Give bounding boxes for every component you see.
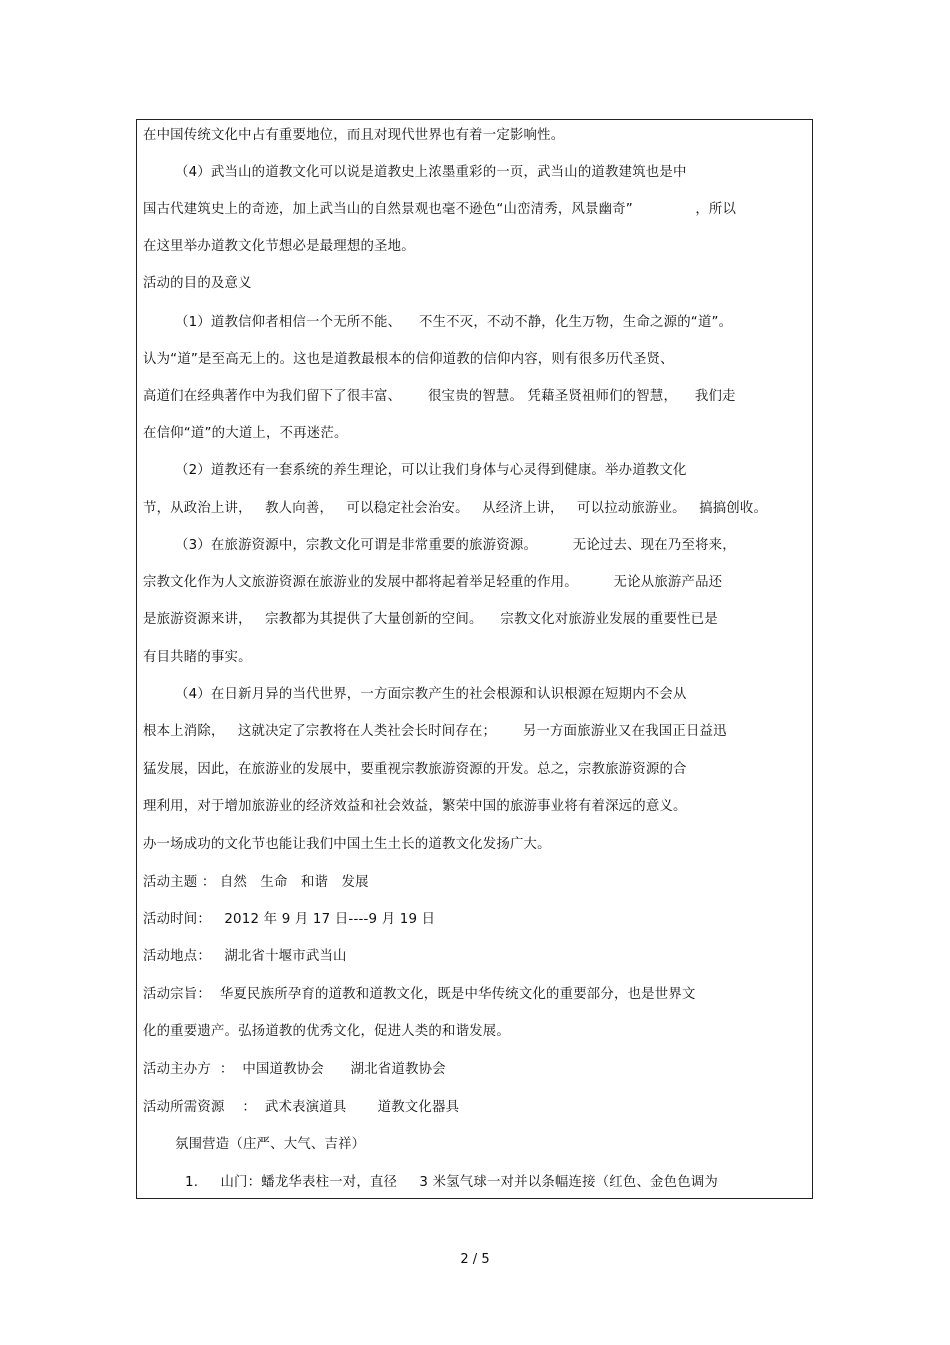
activity-organizer: 活动主办方 ： 中国道教协会 湖北省道教协会 bbox=[143, 1062, 446, 1077]
activity-theme: 活动主题 ： 自然 生命 和谐 发展 bbox=[143, 875, 369, 890]
atmosphere-heading: 氛围营造（庄严、大气、吉祥） bbox=[175, 1137, 366, 1152]
text-line: 宗教文化作为人文旅游资源在旅游业的发展中都将起着举足轻重的作用。 无论从旅游产品还 bbox=[143, 575, 723, 590]
text-line: 猛发展，因此，在旅游业的发展中，要重视宗教旅游资源的开发。总之，宗教旅游资源的合 bbox=[143, 762, 687, 777]
text-line: 是旅游资源来讲， 宗教都为其提供了大量创新的空间。 宗教文化对旅游业发展的重要性已是 bbox=[143, 612, 718, 627]
activity-location: 活动地点： 湖北省十堰市武当山 bbox=[143, 949, 347, 964]
page-number: 2 / 5 bbox=[460, 1252, 490, 1267]
text-line: 节，从政治上讲， 教人向善， 可以稳定社会治安。 从经济上讲， 可以拉动旅游业。 搞搞创收。 bbox=[143, 501, 768, 516]
text-line: 认为“道”是至高无上的。这也是道教最根本的信仰道教的信仰内容，则有很多历代圣贤、 bbox=[143, 352, 674, 367]
text-line: 根本上消除， 这就决定了宗教将在人类社会长时间存在； 另一方面旅游业又在我国正日益迅 bbox=[143, 724, 727, 739]
text-line: 在信仰“道”的大道上，不再迷茫。 bbox=[143, 426, 348, 441]
text-line: 有目共睹的事实。 bbox=[143, 650, 252, 665]
text-line: 理利用，对于增加旅游业的经济效益和社会效益，繁荣中国的旅游事业将有着深远的意义。 bbox=[143, 799, 687, 814]
text-line: 国古代建筑史上的奇迹，加上武当山的自然景观也毫不逊色“山峦清秀，风景幽奇” ，所以 bbox=[143, 202, 737, 217]
section-heading: 活动的目的及意义 bbox=[143, 276, 252, 291]
text-line: 高道们在经典著作中为我们留下了很丰富、 很宝贵的智慧。 凭藉圣贤祖师们的智慧， 我们走 bbox=[143, 389, 736, 404]
text-line: 在这里举办道教文化节想必是最理想的圣地。 bbox=[143, 239, 415, 254]
activity-purpose: 活动宗旨： 华夏民族所孕育的道教和道教文化，既是中华传统文化的重要部分，也是世界文 bbox=[143, 987, 696, 1002]
text-line: （1）道教信仰者相信一个无所不能、 不生不灭，不动不静，化生万物，生命之源的“道”。 bbox=[175, 315, 733, 330]
text-line: （4）在日新月异的当代世界，一方面宗教产生的社会根源和认识根源在短期内不会从 bbox=[175, 687, 687, 702]
list-item: 1. 山门：蟠龙华表柱一对，直径 3 米氢气球一对并以条幅连接（红色、金色色调为 bbox=[185, 1175, 718, 1190]
text-line: （3）在旅游资源中，宗教文化可谓是非常重要的旅游资源。 无论过去、现在乃至将来， bbox=[175, 538, 736, 553]
activity-time: 活动时间： 2012 年 9 月 17 日----9 月 19 日 bbox=[143, 912, 436, 927]
text-line: （2）道教还有一套系统的养生理论，可以让我们身体与心灵得到健康。举办道教文化 bbox=[175, 463, 687, 478]
text-line: 在中国传统文化中占有重要地位，而且对现代世界也有着一定影响性。 bbox=[143, 128, 565, 143]
text-line: 办一场成功的文化节也能让我们中国土生土长的道教文化发扬广大。 bbox=[143, 837, 551, 852]
text-line: 化的重要遗产。弘扬道教的优秀文化，促进人类的和谐发展。 bbox=[143, 1024, 510, 1039]
text-line: （4）武当山的道教文化可以说是道教史上浓墨重彩的一页，武当山的道教建筑也是中 bbox=[175, 165, 687, 180]
activity-resources: 活动所需资源 ： 武术表演道具 道教文化器具 bbox=[143, 1100, 460, 1115]
